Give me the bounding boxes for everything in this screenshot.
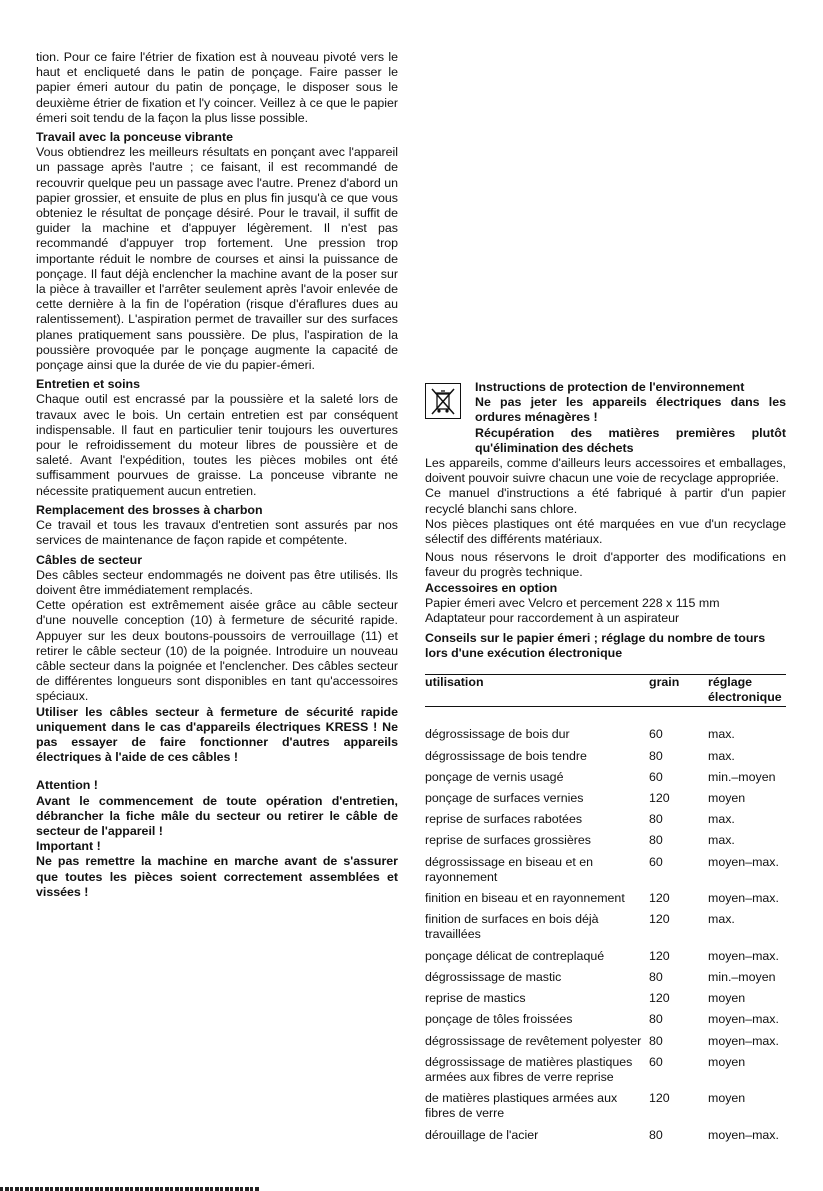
- cell-setting: moyen–max.: [708, 948, 779, 963]
- section-text-vibrating-sander: Vous obtiendrez les meilleurs résultats en ponçant avec l'appareil un passage après l'autre ; ce faisant, il est recommandé de recouvrir quelque peu un passage avec l'autre. Prenez d'abord un papier grossier, et ensuite de plus en plus fin jusqu'à ce que vous obteniez le résultat de ponçage désiré. Pour le travail, il suffit de guider la machine et d'appuyer légèrement. Il n'est pas recommandé d'appuyer trop fortement. Une pression trop importante réduit le nombre de courses et ainsi la puissance de ponçage. Il faut déjà enclencher la machine avant de la poser sur la pièce à travailler et l'arrêter seulement après l'avoir enlevée de cette dernière à la fin de l'opération (risque d'éraflures dues au ralentissement). L'aspiration permet de travailler sur des surfaces planes pratiquement sans poussière. De plus, l'aspiration de la poussière provoquée par le ponçage augmente la capacité de ponçage ainsi que la durée de vie du papier-émeri.: [36, 145, 398, 373]
- cell-usage: dégrossissage de matières plastiques armées aux fibres de verre reprise: [425, 1054, 633, 1084]
- cell-grain: 80: [649, 812, 663, 827]
- cell-grain: 80: [649, 1033, 663, 1048]
- environment-text-1: Les appareils, comme d'ailleurs leurs accessoires et emballages, doivent pouvoir suivre chacun une voie de recyclage appropriée.: [425, 456, 786, 486]
- sandpaper-table: [425, 674, 786, 1149]
- table-body: [425, 707, 786, 1149]
- cell-usage: dégrossissage en biseau et en rayonnement: [425, 854, 594, 884]
- cell-grain: 80: [649, 1127, 663, 1142]
- cell-setting: max.: [708, 912, 735, 927]
- cell-usage: dégrossissage de bois dur: [425, 727, 570, 742]
- table-row: [425, 855, 786, 891]
- cell-usage: dégrossissage de mastic: [425, 969, 562, 984]
- cell-setting: moyen–max.: [708, 1127, 779, 1142]
- section-text-maintenance: Chaque outil est encrassé par la poussière et la saleté lors de travaux avec le bois. Un certain entretien est par conséquent indispensable. Il faut en particulier tenir toujours les ouvertures pour le refroidissement du moteur libres de poussière et de saleté. Avant l'expédition, toutes les pièces mobiles ont été suffisamment pourvues de graisse. La ponceuse vibrante ne nécessite pratiquement aucun entretien.: [36, 392, 398, 498]
- intro-paragraph: tion. Pour ce faire l'étrier de fixation est à nouveau pivoté vers le haut et encliqueté dans le patin de ponçage. Faire passer le papier émeri autour du patin de ponçage, le disposer sous le deuxième étrier de fixation et l'y coincer. Veillez à ce que le papier émeri soit tendu de la façon la plus lisse possible.: [36, 50, 398, 125]
- power-cables-warning: Utiliser les câbles secteur à fermeture de sécurité rapide uniquement dans le cas d'appareils électriques KRESS ! Ne pas essayer de faire fonctionner d'autres appareils électriques à l'aide de ces câbles !: [36, 704, 398, 765]
- cell-setting: moyen: [708, 991, 746, 1006]
- cell-grain: 120: [649, 912, 670, 927]
- table-row: [425, 991, 786, 1012]
- section-title-vibrating-sander: Travail avec la ponceuse vibrante: [36, 130, 233, 145]
- accessory-item-2: Adaptateur pour raccordement à un aspirateur: [425, 611, 680, 626]
- footer-strip: [0, 1187, 260, 1191]
- cell-setting: min.–moyen: [708, 769, 776, 784]
- cell-grain: 60: [649, 769, 663, 784]
- environment-block: [425, 380, 786, 456]
- cell-usage: reprise de surfaces grossières: [425, 833, 591, 848]
- cell-grain: 120: [649, 791, 670, 806]
- cell-usage: dégrossissage de bois tendre: [425, 748, 587, 763]
- cell-setting: moyen: [708, 1091, 746, 1106]
- table-row: [425, 833, 786, 854]
- cell-grain: 120: [649, 891, 670, 906]
- section-title-maintenance: Entretien et soins: [36, 377, 140, 392]
- section-text-carbon-brushes: Ce travail et tous les travaux d'entretien sont assurés par nos services de maintenance de façon rapide et compétente.: [36, 518, 398, 548]
- section-text-power-cables-1: Des câbles secteur endommagés ne doivent pas être utilisés. Ils doivent être immédiatement remplacés.: [36, 567, 398, 597]
- table-title: Conseils sur le papier émeri ; réglage du nombre de tours lors d'une exécution électronique: [425, 631, 766, 661]
- cell-setting: moyen: [708, 1054, 746, 1069]
- table-row: [425, 1128, 786, 1149]
- table-header-row: [425, 675, 786, 707]
- cell-usage: reprise de surfaces rabotées: [425, 812, 583, 827]
- cell-grain: 80: [649, 833, 663, 848]
- environment-warning-2: Récupération des matières premières plutôt qu'élimination des déchets: [475, 425, 786, 455]
- cell-grain: 80: [649, 1012, 663, 1027]
- left-column: [36, 50, 398, 900]
- cell-setting: max.: [708, 833, 735, 848]
- table-row: [425, 1012, 786, 1033]
- cell-grain: 80: [649, 969, 663, 984]
- table-row: [425, 891, 786, 912]
- environment-text-3: Nos pièces plastiques ont été marquées en vue d'un recyclage sélectif des différents matériaux.: [425, 516, 786, 547]
- section-title-carbon-brushes: Remplacement des brosses à charbon: [36, 502, 263, 517]
- cell-usage: ponçage délicat de contreplaqué: [425, 948, 605, 963]
- table-row: [425, 1091, 786, 1127]
- accessories-title: Accessoires en option: [425, 580, 558, 595]
- cell-setting: max.: [708, 748, 735, 763]
- cell-grain: 60: [649, 1054, 663, 1069]
- cell-setting: max.: [708, 727, 735, 742]
- section-title-power-cables: Câbles de secteur: [36, 552, 143, 567]
- attention-title: Attention !: [36, 778, 98, 793]
- cell-setting: moyen–max.: [708, 1033, 779, 1048]
- right-column: [425, 50, 786, 1149]
- cell-setting: moyen: [708, 791, 746, 806]
- cell-grain: 80: [649, 748, 663, 763]
- cell-setting: max.: [708, 812, 735, 827]
- cell-grain: 120: [649, 991, 670, 1006]
- table-row: [425, 1034, 786, 1055]
- attention-text: Avant le commencement de toute opération d'entretien, débrancher la fiche mâle du secteur ou retirer le câble de secteur de l'appareil !: [36, 793, 398, 838]
- cell-grain: 60: [649, 727, 663, 742]
- table-row: [425, 707, 786, 749]
- table-row: [425, 770, 786, 791]
- cell-usage: dégrossissage de revêtement polyester: [425, 1033, 642, 1048]
- table-row: [425, 949, 786, 970]
- cell-grain: 120: [649, 948, 670, 963]
- important-text: Ne pas remettre la machine en marche avant de s'assurer que toutes les pièces soient correctement assemblées et vissées !: [36, 854, 398, 899]
- table-row: [425, 1055, 786, 1091]
- reserve-note: Nous nous réservons le droit d'apporter des modifications en faveur du progrès technique.: [425, 550, 786, 580]
- section-text-power-cables-2: Cette opération est extrêmement aisée grâce au câble secteur d'une nouvelle conception (10) à fermeture de sécurité rapide. Appuyer sur les deux boutons-poussoirs de verrouillage (11) et retirer le câble secteur (10) de la poignée. Introduire un nouveau câble secteur dans la poignée et l'enclencher. Des câbles secteur de différentes longueurs sont disponibles en tant qu'accessoires spéciaux.: [36, 598, 398, 704]
- cell-usage: dérouillage de l'acier: [425, 1127, 539, 1142]
- cell-setting: min.–moyen: [708, 969, 776, 984]
- header-usage: utilisation: [425, 675, 649, 707]
- cell-grain: 120: [649, 1091, 670, 1106]
- cell-usage: ponçage de surfaces vernies: [425, 791, 584, 806]
- header-grain: grain: [649, 675, 708, 707]
- environment-warning-1: Ne pas jeter les appareils électriques dans les ordures ménagères !: [475, 395, 786, 425]
- table-row: [425, 912, 786, 948]
- cell-usage: finition en biseau et en rayonnement: [425, 891, 625, 906]
- crossed-out-wheelie-bin-icon: [425, 383, 461, 419]
- header-setting: réglage électronique: [708, 675, 786, 707]
- environment-title: Instructions de protection de l'environnement: [475, 380, 745, 394]
- cell-usage: reprise de mastics: [425, 991, 526, 1006]
- cell-usage: ponçage de tôles froissées: [425, 1012, 573, 1027]
- table-row: [425, 791, 786, 812]
- cell-grain: 60: [649, 854, 663, 869]
- cell-usage: finition de surfaces en bois déjà travaillées: [425, 912, 599, 942]
- cell-setting: moyen–max.: [708, 1012, 779, 1027]
- table-row: [425, 970, 786, 991]
- table-row: [425, 812, 786, 833]
- table-row: [425, 749, 786, 770]
- cell-setting: moyen–max.: [708, 854, 779, 869]
- cell-setting: moyen–max.: [708, 891, 779, 906]
- environment-text-2: Ce manuel d'instructions a été fabriqué à partir d'un papier recyclé blanchi sans chlore.: [425, 486, 786, 516]
- cell-usage: de matières plastiques armées aux fibres de verre: [425, 1091, 618, 1121]
- accessory-item-1: Papier émeri avec Velcro et percement 228 x 115 mm: [425, 595, 720, 610]
- cell-usage: ponçage de vernis usagé: [425, 769, 564, 784]
- important-title: Important !: [36, 839, 101, 854]
